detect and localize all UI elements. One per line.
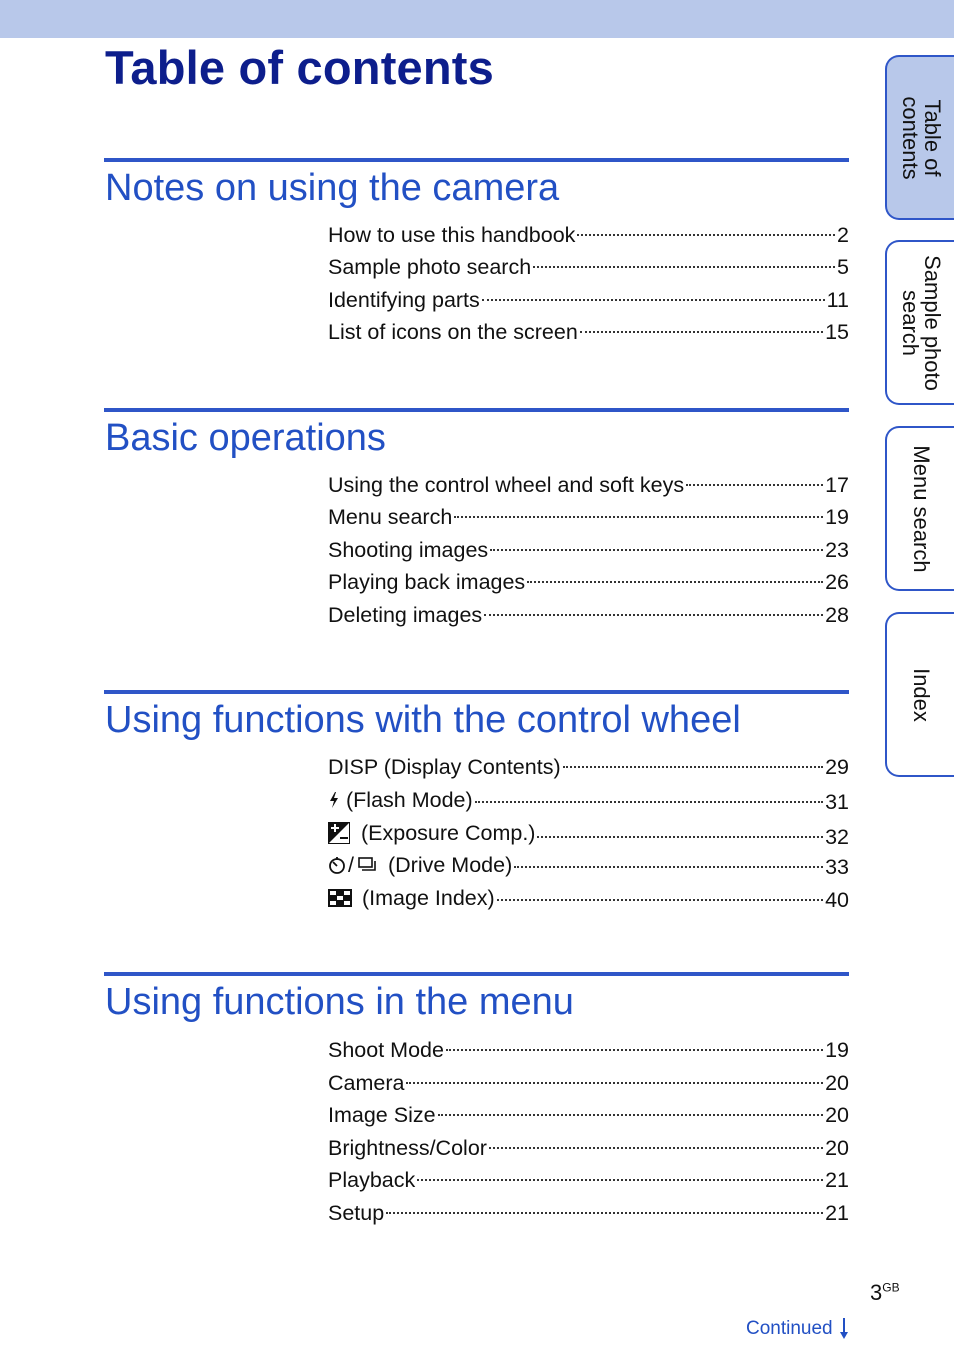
section-basic-operations bbox=[104, 408, 849, 627]
entry-label: Playback bbox=[328, 1168, 416, 1192]
dot-leader bbox=[438, 1114, 824, 1116]
tab-label-line1: Menu search bbox=[908, 444, 934, 573]
toc-entry[interactable] bbox=[328, 787, 849, 813]
tab-sample-photo-search[interactable] bbox=[885, 240, 954, 405]
dot-leader bbox=[537, 836, 823, 838]
entry-label: DISP (Display Contents) bbox=[328, 755, 561, 779]
entry-page: 19 bbox=[825, 1038, 849, 1062]
section-title: Basic operations bbox=[105, 417, 386, 459]
dot-leader bbox=[489, 1147, 823, 1149]
toc-entry[interactable] bbox=[328, 602, 849, 628]
tab-label-line1: Sample photo bbox=[919, 254, 945, 391]
entry-label: Using the control wheel and soft keys bbox=[328, 473, 685, 497]
dot-leader bbox=[454, 516, 823, 518]
toc-entry[interactable] bbox=[328, 885, 849, 911]
entry-label: Shoot Mode bbox=[328, 1038, 444, 1062]
section-rule bbox=[104, 690, 849, 694]
self-timer-icon bbox=[328, 856, 346, 874]
image-index-icon bbox=[328, 889, 352, 907]
entry-label: How to use this handbook bbox=[328, 223, 576, 247]
toc-entry[interactable] bbox=[328, 504, 849, 530]
entry-label: Camera bbox=[328, 1071, 405, 1095]
entry-label: Setup bbox=[328, 1201, 385, 1225]
flash-icon bbox=[328, 791, 340, 809]
page-number bbox=[870, 1280, 900, 1306]
page-number-suffix: GB bbox=[882, 1280, 900, 1295]
exposure-comp-icon bbox=[328, 822, 350, 844]
toc-entry[interactable] bbox=[328, 254, 849, 280]
entry-label-wrap bbox=[328, 787, 473, 813]
section-rule bbox=[104, 972, 849, 976]
toc-entry[interactable] bbox=[328, 820, 849, 849]
section-menu-functions bbox=[104, 972, 849, 1225]
arrow-down-icon bbox=[839, 1318, 849, 1340]
entry-page: 17 bbox=[825, 473, 849, 497]
top-band bbox=[0, 0, 954, 38]
entry-page: 31 bbox=[825, 790, 849, 814]
toc-entry[interactable] bbox=[328, 222, 849, 248]
dot-leader bbox=[514, 866, 823, 868]
entry-label: (Drive Mode) bbox=[387, 853, 513, 877]
toc-entry[interactable] bbox=[328, 1200, 849, 1226]
entry-label: Shooting images bbox=[328, 538, 489, 562]
entry-label-wrap bbox=[328, 885, 495, 911]
dot-leader bbox=[686, 484, 823, 486]
entry-label: (Image Index) bbox=[362, 886, 495, 910]
tab-label bbox=[899, 96, 943, 179]
toc-entry[interactable] bbox=[328, 287, 849, 313]
entry-label: Deleting images bbox=[328, 603, 483, 627]
tab-label-line1: Table of bbox=[919, 98, 945, 177]
dot-leader bbox=[490, 549, 823, 551]
section-rule bbox=[104, 158, 849, 162]
entry-page: 33 bbox=[825, 855, 849, 879]
entry-label: Identifying parts bbox=[328, 288, 480, 312]
dot-leader bbox=[475, 801, 823, 803]
dot-leader bbox=[497, 899, 823, 901]
entry-label: Playing back images bbox=[328, 570, 526, 594]
entry-label-wrap bbox=[328, 852, 512, 878]
entry-page: 5 bbox=[837, 255, 849, 279]
entry-page: 21 bbox=[825, 1168, 849, 1192]
entry-page: 11 bbox=[826, 288, 849, 312]
entry-page: 32 bbox=[825, 825, 849, 849]
dot-leader bbox=[533, 266, 835, 268]
entry-label-wrap bbox=[328, 820, 535, 846]
toc-entry[interactable] bbox=[328, 1167, 849, 1193]
entry-page: 26 bbox=[825, 570, 849, 594]
entry-page: 20 bbox=[825, 1136, 849, 1160]
tab-label-line2: search bbox=[897, 289, 923, 356]
dot-leader bbox=[577, 234, 835, 236]
tab-label bbox=[910, 668, 932, 722]
entry-page: 20 bbox=[825, 1071, 849, 1095]
section-rule bbox=[104, 408, 849, 412]
toc-entry[interactable] bbox=[328, 569, 849, 595]
entry-page: 28 bbox=[825, 603, 849, 627]
entry-label: (Exposure Comp.) bbox=[361, 821, 536, 845]
section-title: Using functions with the control wheel bbox=[105, 699, 741, 741]
section-title: Using functions in the menu bbox=[105, 981, 574, 1023]
toc-entry[interactable] bbox=[328, 1135, 849, 1161]
tab-label bbox=[899, 255, 943, 391]
entry-page: 23 bbox=[825, 538, 849, 562]
continued-label: Continued bbox=[746, 1318, 833, 1339]
entry-label: Brightness/Color bbox=[328, 1136, 487, 1160]
tab-label bbox=[910, 445, 932, 572]
toc-entry[interactable] bbox=[328, 1102, 849, 1128]
toc-entry[interactable] bbox=[328, 754, 849, 780]
entry-label: Sample photo search bbox=[328, 255, 532, 279]
toc-entry[interactable] bbox=[328, 1070, 849, 1096]
entry-label: Image Size bbox=[328, 1103, 436, 1127]
tab-table-of-contents[interactable] bbox=[885, 55, 954, 220]
tab-label-line1: Index bbox=[908, 667, 934, 722]
page-number-value: 3 bbox=[870, 1280, 883, 1305]
section-notes bbox=[104, 158, 849, 344]
dot-leader bbox=[482, 299, 825, 301]
entry-label: List of icons on the screen bbox=[328, 320, 578, 344]
dot-leader bbox=[406, 1082, 823, 1084]
toc-entry[interactable] bbox=[328, 1037, 849, 1063]
entry-label: (Flash Mode) bbox=[346, 788, 473, 812]
entry-page: 15 bbox=[825, 320, 849, 344]
entry-page: 29 bbox=[825, 755, 849, 779]
dot-leader bbox=[484, 614, 823, 616]
entry-page: 21 bbox=[825, 1201, 849, 1225]
dot-leader bbox=[580, 331, 823, 333]
continued-link[interactable] bbox=[746, 1318, 849, 1340]
toc-entry[interactable] bbox=[328, 472, 849, 498]
toc-entry[interactable] bbox=[328, 537, 849, 563]
dot-leader bbox=[563, 766, 823, 768]
toc-entry[interactable] bbox=[328, 319, 849, 345]
dot-leader bbox=[446, 1049, 823, 1051]
toc-entry[interactable] bbox=[328, 852, 849, 878]
dot-leader bbox=[527, 581, 823, 583]
entry-label: Menu search bbox=[328, 505, 453, 529]
page-title: Table of contents bbox=[105, 41, 494, 94]
entry-page: 20 bbox=[825, 1103, 849, 1127]
tab-menu-search[interactable] bbox=[885, 426, 954, 591]
entry-page: 19 bbox=[825, 505, 849, 529]
tab-index[interactable] bbox=[885, 612, 954, 777]
icon-separator: / bbox=[348, 853, 354, 877]
entry-page: 40 bbox=[825, 888, 849, 912]
dot-leader bbox=[386, 1212, 823, 1214]
section-control-wheel bbox=[104, 690, 849, 912]
tab-label-line2: contents bbox=[897, 95, 923, 180]
section-title: Notes on using the camera bbox=[105, 167, 560, 209]
entry-page: 2 bbox=[837, 223, 849, 247]
drive-mode-icon bbox=[358, 857, 378, 873]
dot-leader bbox=[417, 1179, 823, 1181]
